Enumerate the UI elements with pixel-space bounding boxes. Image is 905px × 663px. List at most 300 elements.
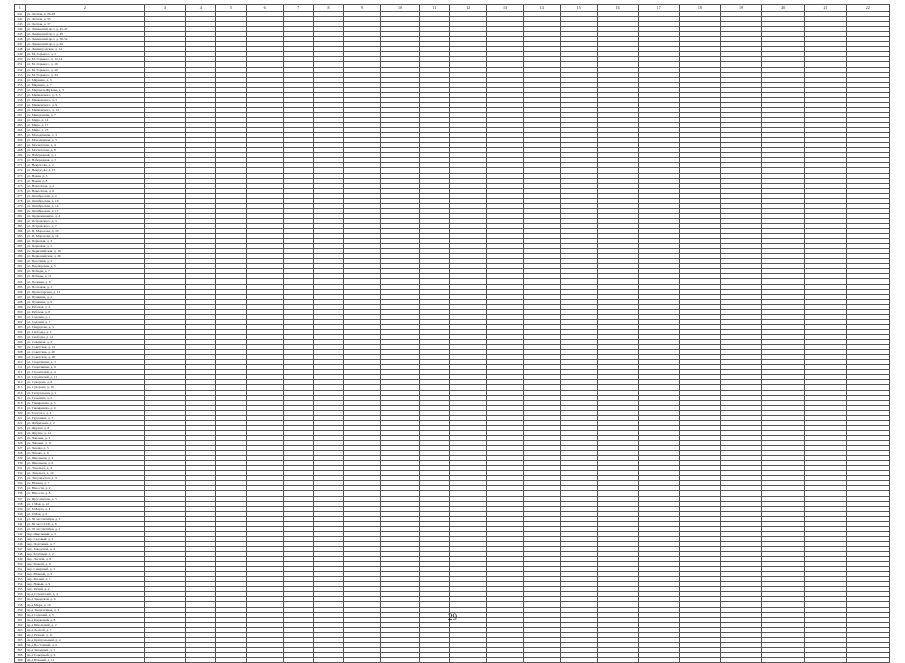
row-number-cell: 268: [15, 148, 26, 153]
row-number-cell: 294: [15, 279, 26, 284]
address-cell: пр-д Западный, д. 3: [25, 647, 144, 652]
row-number-cell: 255: [15, 82, 26, 87]
row-number-cell: 267: [15, 143, 26, 148]
column-header: 21: [805, 5, 846, 12]
row-number-cell: 298: [15, 299, 26, 304]
value-cell: [186, 658, 216, 663]
address-cell: ул. Южная, д. 7: [25, 481, 144, 486]
column-header: 6: [246, 5, 283, 12]
address-cell: ул. Чапаева, д. 11: [25, 440, 144, 445]
address-cell: пр-д Речной, д. 11: [25, 632, 144, 637]
row-number-cell: 337: [15, 496, 26, 501]
address-cell: ул. М. Горького, д. 20: [25, 67, 144, 72]
address-cell: ул. Чехова, д. 5: [25, 446, 144, 451]
address-cell: пер. Северный, д. 3: [25, 567, 144, 572]
row-number-cell: 368: [15, 652, 26, 657]
row-number-cell: 363: [15, 627, 26, 632]
column-header: 8: [313, 5, 343, 12]
value-cell: [246, 658, 283, 663]
column-header: 12: [450, 5, 487, 12]
address-cell: ул. Октябрьская, д. 17: [25, 208, 144, 213]
column-header: 4: [186, 5, 216, 12]
row-number-cell: 296: [15, 289, 26, 294]
row-number-cell: 242: [15, 17, 26, 22]
row-number-cell: 318: [15, 400, 26, 405]
address-cell: пер. Тихий, д. 2: [25, 587, 144, 592]
column-header: 9: [344, 5, 381, 12]
row-number-cell: 333: [15, 476, 26, 481]
column-header: 19: [720, 5, 761, 12]
address-cell: ул. Свободы, д. 12: [25, 335, 144, 340]
row-number-cell: 307: [15, 345, 26, 350]
row-number-cell: 281: [15, 213, 26, 218]
address-cell: ул. Набережная, д. 5: [25, 158, 144, 163]
data-table: [14, 4, 890, 663]
address-cell: ул. Октябрьская, д. 2: [25, 193, 144, 198]
address-cell: ул. М. Горького, д. 12-14: [25, 57, 144, 62]
value-cell: [144, 658, 185, 663]
row-number-cell: 357: [15, 597, 26, 602]
row-number-cell: 271: [15, 163, 26, 168]
row-number-cell: 252: [15, 67, 26, 72]
value-cell: [805, 658, 846, 663]
row-number-cell: 306: [15, 340, 26, 345]
address-cell: пер. Малый, д. 1: [25, 577, 144, 582]
address-cell: ул. Песочная, д. 2: [25, 259, 144, 264]
row-number-cell: 355: [15, 587, 26, 592]
address-cell: ул. Садовая, д. 7: [25, 319, 144, 324]
row-number-cell: 317: [15, 395, 26, 400]
address-cell: ул. Строителей, д. 4: [25, 370, 144, 375]
value-cell: [216, 658, 246, 663]
row-number-cell: 276: [15, 188, 26, 193]
row-number-cell: 244: [15, 27, 26, 32]
spreadsheet-page: [14, 4, 890, 663]
address-cell: пр-д Строителей, д. 4: [25, 592, 144, 597]
address-cell: ул. Лесная, д. 35: [25, 17, 144, 22]
address-cell: ул. Новосёлов, д. 6: [25, 188, 144, 193]
row-number-cell: 330: [15, 461, 26, 466]
address-cell: ул. Советская, д. 28: [25, 355, 144, 360]
address-cell: ул. Первомайская, д. 26: [25, 254, 144, 259]
row-number-cell: 280: [15, 208, 26, 213]
row-number-cell: 326: [15, 440, 26, 445]
address-cell: ул. Маяковского, д. 3, 5: [25, 92, 144, 97]
row-number-cell: 332: [15, 471, 26, 476]
row-number-cell: 321: [15, 415, 26, 420]
row-number-cell: 275: [15, 183, 26, 188]
row-number-cell: 364: [15, 632, 26, 637]
value-cell: [597, 658, 638, 663]
address-cell: ул. Ленинский пр-т, д. 45-47: [25, 27, 144, 32]
column-header: 16: [597, 5, 638, 12]
address-cell: пер. Заводской, д. 4: [25, 546, 144, 551]
address-cell: ул. Школьная, д. 6: [25, 461, 144, 466]
address-cell: ул. Новая, д. 3: [25, 173, 144, 178]
row-number-cell: 292: [15, 269, 26, 274]
address-cell: ул. Строителей, д. 11: [25, 375, 144, 380]
address-cell: ул. Чапаева, д. 3: [25, 435, 144, 440]
address-cell: ул. Рабочая, д. 8: [25, 309, 144, 314]
row-number-cell: 251: [15, 62, 26, 67]
row-number-cell: 265: [15, 133, 26, 138]
address-cell: ул. Молодёжная, д. 5: [25, 138, 144, 143]
row-number-cell: 310: [15, 360, 26, 365]
address-cell: пер. Садовый, д. 3: [25, 536, 144, 541]
row-number-cell: 283: [15, 223, 26, 228]
row-number-cell: 246: [15, 37, 26, 42]
address-cell: ул. Энтузиастов, д. 3: [25, 476, 144, 481]
address-cell: ул. Набережная, д. 1: [25, 153, 144, 158]
row-number-cell: 245: [15, 32, 26, 37]
row-number-cell: 301: [15, 314, 26, 319]
row-number-cell: 361: [15, 617, 26, 622]
row-number-cell: 273: [15, 173, 26, 178]
row-number-cell: 279: [15, 203, 26, 208]
row-number-cell: 289: [15, 254, 26, 259]
row-number-cell: 327: [15, 446, 26, 451]
column-header: 10: [380, 5, 419, 12]
address-cell: ул. Советская, д. 20: [25, 350, 144, 355]
row-number-cell: 366: [15, 642, 26, 647]
row-number-cell: 316: [15, 390, 26, 395]
address-cell: ул. Рабочая, д. 4: [25, 304, 144, 309]
row-number-cell: 323: [15, 425, 26, 430]
address-cell: ул. 8 Марта, д. 4: [25, 506, 144, 511]
row-number-cell: 312: [15, 370, 26, 375]
address-cell: ул. М. Горького, д. 2: [25, 52, 144, 57]
row-number-cell: 288: [15, 249, 26, 254]
row-number-cell: 359: [15, 607, 26, 612]
row-number-cell: 308: [15, 350, 26, 355]
address-cell: пер. Лесной, д. 6: [25, 557, 144, 562]
row-number-cell: 282: [15, 218, 26, 223]
address-cell: ул. Победы, д. 7: [25, 269, 144, 274]
row-number-cell: 262: [15, 117, 26, 122]
row-number-cell: 342: [15, 521, 26, 526]
row-number-cell: 261: [15, 112, 26, 117]
row-number-cell: 352: [15, 572, 26, 577]
address-cell: ул. Островского, д. 7: [25, 223, 144, 228]
row-number-cell: 284: [15, 229, 26, 234]
address-cell: ул. Молодёжная, д. 3: [25, 133, 144, 138]
row-number-cell: 285: [15, 234, 26, 239]
row-number-cell: 256: [15, 87, 26, 92]
address-cell: пр-д Восточный, д. 6: [25, 642, 144, 647]
address-cell: ул. М. Горького, д. 34: [25, 72, 144, 77]
address-cell: ул. Энгельса, д. 4: [25, 466, 144, 471]
row-number-cell: 338: [15, 501, 26, 506]
row-number-cell: 243: [15, 22, 26, 27]
row-number-cell: 293: [15, 274, 26, 279]
address-cell: ул. Тимирязева, д. 9: [25, 405, 144, 410]
address-cell: ул. Ленинский пр-т, д. 64: [25, 42, 144, 47]
address-cell: ул. Энгельса, д. 10: [25, 471, 144, 476]
address-cell: ул. Фрунзе, д. 8: [25, 425, 144, 430]
address-cell: ул. Садовая, д. 1: [25, 314, 144, 319]
column-header: 18: [679, 5, 720, 12]
address-cell: пер. Почтовый, д. 7: [25, 541, 144, 546]
address-cell: ул. Суворова, д. 10: [25, 385, 144, 390]
column-header: 22: [846, 5, 889, 12]
row-number-cell: 309: [15, 355, 26, 360]
column-header: 11: [419, 5, 449, 12]
column-header: 20: [762, 5, 805, 12]
row-number-cell: 269: [15, 153, 26, 158]
row-number-cell: 286: [15, 239, 26, 244]
address-cell: ул. Первомайская, д. 16: [25, 249, 144, 254]
row-number-cell: 302: [15, 319, 26, 324]
row-number-cell: 336: [15, 491, 26, 496]
row-number-cell: 257: [15, 92, 26, 97]
row-number-cell: 260: [15, 107, 26, 112]
row-number-cell: 253: [15, 72, 26, 77]
row-number-cell: 340: [15, 511, 26, 516]
row-number-cell: 249: [15, 52, 26, 57]
address-cell: ул. Суворова, д. 6: [25, 380, 144, 385]
address-cell: пр-д Мира, д. 10: [25, 602, 144, 607]
row-number-cell: 247: [15, 42, 26, 47]
address-cell: ул. Пушкина, д. 9: [25, 299, 144, 304]
row-number-cell: 315: [15, 385, 26, 390]
value-cell: [419, 658, 449, 663]
row-number-cell: 334: [15, 481, 26, 486]
address-cell: ул. Школьная, д. 2: [25, 456, 144, 461]
row-number-cell: 351: [15, 567, 26, 572]
column-header: 2: [25, 5, 144, 12]
row-number-cell: 311: [15, 365, 26, 370]
row-number-cell: 313: [15, 375, 26, 380]
row-number-cell: 305: [15, 335, 26, 340]
row-number-cell: 299: [15, 304, 26, 309]
column-header: 15: [560, 5, 597, 12]
column-header: 17: [638, 5, 679, 12]
row-number-cell: 367: [15, 647, 26, 652]
address-cell: ул. П. Морозова, д. 12: [25, 234, 144, 239]
address-cell: ул. Пионерская, д. 5: [25, 264, 144, 269]
address-cell: ул. Некрасова, д. 15: [25, 168, 144, 173]
address-cell: ул. Островского, д. 3: [25, 218, 144, 223]
address-cell: ул. Лесная, д. 26-28: [25, 12, 144, 17]
address-cell: ул. Октябрьская, д. 10: [25, 198, 144, 203]
row-number-cell: 277: [15, 193, 26, 198]
row-number-cell: 350: [15, 562, 26, 567]
address-cell: ул. Пушкина, д. 2: [25, 294, 144, 299]
row-number-cell: 303: [15, 324, 26, 329]
row-number-cell: 278: [15, 198, 26, 203]
address-cell: ул. Северная, д. 5: [25, 340, 144, 345]
value-cell: [638, 658, 679, 663]
table-row: [15, 658, 890, 663]
row-number-cell: 248: [15, 47, 26, 52]
row-number-cell: 322: [15, 420, 26, 425]
page-number: 29: [448, 612, 457, 622]
row-number-cell: 347: [15, 546, 26, 551]
value-cell: [450, 658, 487, 663]
value-cell: [720, 658, 761, 663]
header-row: [15, 5, 890, 12]
address-cell: ул. Пролетарская, д. 12: [25, 289, 144, 294]
value-cell: [313, 658, 343, 663]
address-cell: ул. Ленинский пр-т, д. 50-52: [25, 37, 144, 42]
address-cell: ул. Свердлова, д. 3: [25, 324, 144, 329]
row-number-cell: 353: [15, 577, 26, 582]
row-number-cell: 319: [15, 405, 26, 410]
address-cell: ул. 60 лет СССР, д. 8: [25, 521, 144, 526]
row-number-cell: 345: [15, 536, 26, 541]
value-cell: [487, 658, 524, 663]
address-cell: ул. Фабричная, д. 2: [25, 420, 144, 425]
address-cell: ул. Маяковского, д. 9: [25, 102, 144, 107]
address-cell: ул. Ярославская, д. 5: [25, 496, 144, 501]
address-cell: ул. Тимирязева, д. 3: [25, 400, 144, 405]
address-cell: ул. Спортивная, д. 3: [25, 360, 144, 365]
row-number-cell: 356: [15, 592, 26, 597]
row-number-cell: 358: [15, 602, 26, 607]
address-cell: ул. Новая, д. 8: [25, 178, 144, 183]
address-cell: ул. Московская, д. 8: [25, 148, 144, 153]
address-cell: пер. Южный, д. 5: [25, 572, 144, 577]
address-cell: ул. Маяковского, д. 13: [25, 107, 144, 112]
value-cell: [380, 658, 419, 663]
row-number-cell: 258: [15, 97, 26, 102]
address-cell: ул. Юности, д. 2: [25, 486, 144, 491]
address-cell: ул. Толстого, д. 4: [25, 410, 144, 415]
row-number-cell: 362: [15, 622, 26, 627]
value-cell: [344, 658, 381, 663]
row-number-cell: 369: [15, 658, 26, 663]
row-number-cell: 290: [15, 259, 26, 264]
address-cell: ул. Чехова, д. 9: [25, 451, 144, 456]
row-number-cell: 346: [15, 541, 26, 546]
address-cell: пр-д Заводской, д. 6: [25, 597, 144, 602]
address-cell: ул. 1 Мая, д. 12: [25, 501, 144, 506]
address-cell: ул. П. Морозова, д. 10: [25, 229, 144, 234]
row-number-cell: 291: [15, 264, 26, 269]
address-cell: пр-д Школьный, д. 2: [25, 622, 144, 627]
address-cell: пер. Клубный, д. 2: [25, 552, 144, 557]
address-cell: ул. 9 Мая, д. 6: [25, 511, 144, 516]
row-number-cell: 250: [15, 57, 26, 62]
row-number-cell: 331: [15, 466, 26, 471]
value-cell: [560, 658, 597, 663]
address-cell: ул. Ленинский пр-т, д. 49: [25, 32, 144, 37]
address-cell: ул. Фрунзе, д. 14: [25, 430, 144, 435]
address-cell: пр-д Южный, д. 12: [25, 658, 144, 663]
address-cell: ул. Орджоникидзе, д. 4: [25, 213, 144, 218]
address-cell: ул. Октябрьская, д. 14: [25, 203, 144, 208]
address-cell: ул. Маркина, д. 5: [25, 77, 144, 82]
row-number-cell: 325: [15, 435, 26, 440]
column-header: 5: [216, 5, 246, 12]
address-cell: пр-д Северный, д. 9: [25, 652, 144, 657]
row-number-cell: 263: [15, 123, 26, 128]
address-cell: ул. Мира, д. 17: [25, 123, 144, 128]
row-number-cell: 349: [15, 557, 26, 562]
row-number-cell: 270: [15, 158, 26, 163]
row-number-cell: 272: [15, 168, 26, 173]
row-number-cell: 241: [15, 12, 26, 17]
column-header: 1: [15, 5, 26, 12]
address-cell: ул. Московская, д. 4: [25, 143, 144, 148]
address-cell: пер. Речной, д. 8: [25, 562, 144, 567]
row-number-cell: 297: [15, 294, 26, 299]
address-cell: пр-д Энергетиков, д. 3: [25, 607, 144, 612]
address-cell: ул. Маяковского, д. 5: [25, 97, 144, 102]
address-cell: ул. Новосёлов, д. 4: [25, 183, 144, 188]
column-header: 7: [283, 5, 313, 12]
address-cell: ул. Ленинградская, д. 14: [25, 47, 144, 52]
address-cell: пер. Школьный, д. 5: [25, 531, 144, 536]
address-cell: ул. Лесная, д. 37: [25, 22, 144, 27]
row-number-cell: 287: [15, 244, 26, 249]
address-cell: ул. Полевая, д. 6: [25, 279, 144, 284]
row-number-cell: 335: [15, 486, 26, 491]
address-cell: ул. Парковая, д. 5: [25, 244, 144, 249]
row-number-cell: 295: [15, 284, 26, 289]
row-number-cell: 339: [15, 506, 26, 511]
address-cell: ул. Спортивная, д. 9: [25, 365, 144, 370]
address-cell: ул. Тельмана, д. 5: [25, 395, 144, 400]
row-number-cell: 266: [15, 138, 26, 143]
address-cell: ул. 70 лет Октября, д. 2: [25, 526, 144, 531]
row-number-cell: 320: [15, 410, 26, 415]
address-cell: пр-д Лесной, д. 7: [25, 627, 144, 632]
row-number-cell: 343: [15, 526, 26, 531]
row-number-cell: 354: [15, 582, 26, 587]
row-number-cell: 300: [15, 309, 26, 314]
address-cell: пр-д Садовый, д. 5: [25, 612, 144, 617]
address-cell: ул. Маркина, д. 7: [25, 82, 144, 87]
address-cell: ул. Некрасова, д. 2: [25, 163, 144, 168]
address-cell: ул. Почтовая, д. 3: [25, 284, 144, 289]
address-cell: ул. Советская, д. 14: [25, 345, 144, 350]
row-number-cell: 344: [15, 531, 26, 536]
address-cell: ул. 50 лет Октября, д. 3: [25, 516, 144, 521]
column-header: 13: [487, 5, 524, 12]
value-cell: [523, 658, 560, 663]
row-number-cell: 264: [15, 128, 26, 133]
row-number-cell: 324: [15, 430, 26, 435]
address-cell: пер. Новый, д. 9: [25, 582, 144, 587]
value-cell: [762, 658, 805, 663]
address-cell: ул. Парковая, д. 3: [25, 239, 144, 244]
address-cell: ул. Победы, д. 11: [25, 274, 144, 279]
row-number-cell: 348: [15, 552, 26, 557]
row-number-cell: 360: [15, 612, 26, 617]
column-header: 14: [523, 5, 560, 12]
row-number-cell: 259: [15, 102, 26, 107]
value-cell: [283, 658, 313, 663]
row-number-cell: 314: [15, 380, 26, 385]
row-number-cell: 274: [15, 178, 26, 183]
row-number-cell: 329: [15, 456, 26, 461]
row-number-cell: 254: [15, 77, 26, 82]
address-cell: ул. Свободы, д. 2: [25, 329, 144, 334]
address-cell: ул. Тургенева, д. 7: [25, 415, 144, 420]
row-number-cell: 365: [15, 637, 26, 642]
column-header: 3: [144, 5, 185, 12]
row-number-cell: 304: [15, 329, 26, 334]
value-cell: [846, 658, 889, 663]
address-cell: ул. Маршала Жукова, д. 3: [25, 87, 144, 92]
value-cell: [679, 658, 720, 663]
address-cell: ул. Мира, д. 23: [25, 128, 144, 133]
address-cell: ул. Мира, д. 14: [25, 117, 144, 122]
address-cell: пр-д Центральный, д. 4: [25, 637, 144, 642]
address-cell: ул. Менделеева, д. 7: [25, 112, 144, 117]
address-cell: ул. Театральная, д. 2: [25, 390, 144, 395]
